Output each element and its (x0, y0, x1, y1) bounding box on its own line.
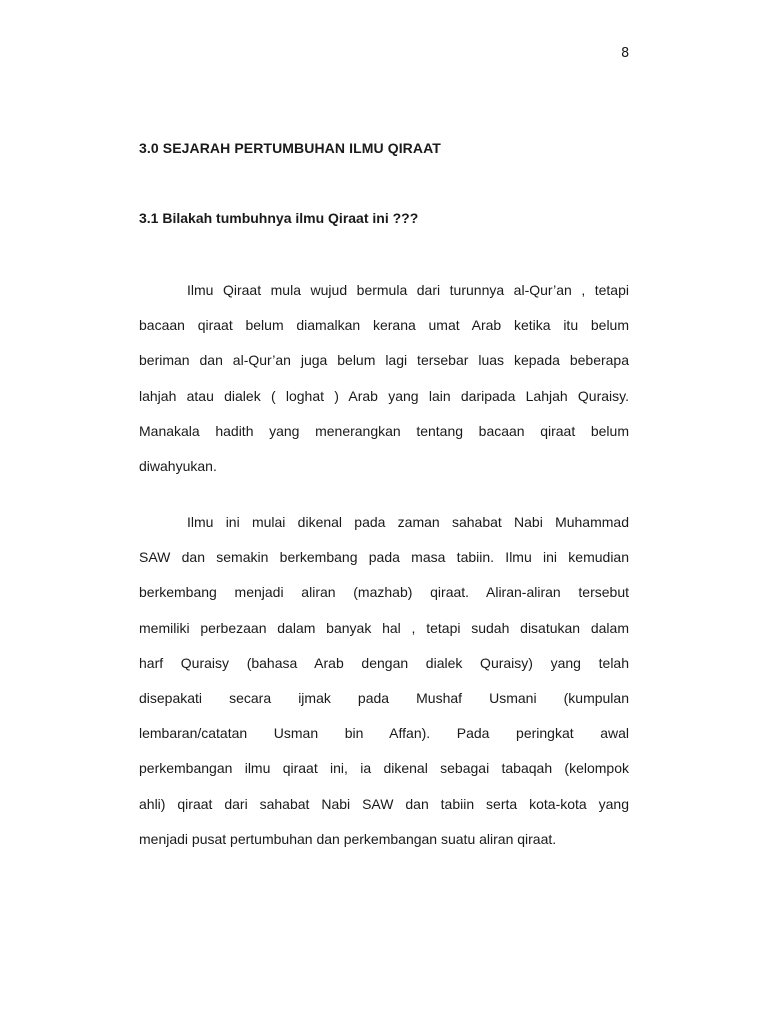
paragraph-line: ahli) qiraat dari sahabat Nabi SAW dan tabiin serta kota-kota yang (139, 795, 629, 812)
paragraph-line: lahjah atau dialek ( loghat ) Arab yang lain daripada Lahjah Quraisy. (139, 387, 629, 404)
paragraph-line: perkembangan ilmu qiraat ini, ia dikenal sebagai tabaqah (kelompok (139, 760, 629, 777)
paragraph-2 (139, 505, 629, 857)
paragraph-line: diwahyukan. (139, 458, 217, 475)
paragraph-line: disepakati secara ijmak pada Mushaf Usmani (kumpulan (139, 690, 629, 707)
section-subheading: 3.1 Bilakah tumbuhnya ilmu Qiraat ini ??? (139, 210, 419, 226)
paragraph-line: memiliki perbezaan dalam banyak hal , tetapi sudah disatukan dalam (139, 619, 629, 636)
paragraph-line: bacaan qiraat belum diamalkan kerana umat Arab ketika itu belum (139, 317, 629, 334)
paragraph-line: beriman dan al-Qur’an juga belum lagi tersebar luas kepada beberapa (139, 352, 629, 369)
paragraph-line: harf Quraisy (bahasa Arab dengan dialek Quraisy) yang telah (139, 654, 629, 671)
paragraph-line: Manakala hadith yang menerangkan tentang bacaan qiraat belum (139, 422, 629, 439)
paragraph-line: Ilmu Qiraat mula wujud bermula dari turunnya al-Qur’an , tetapi (187, 282, 629, 298)
paragraph-line: berkembang menjadi aliran (mazhab) qiraat. Aliran-aliran tersebut (139, 584, 629, 601)
paragraph-line: Ilmu ini mulai dikenal pada zaman sahabat Nabi Muhammad (187, 514, 629, 530)
paragraph-1 (139, 273, 629, 484)
page-number: 8 (621, 46, 630, 61)
section-heading: 3.0 SEJARAH PERTUMBUHAN ILMU QIRAAT (139, 140, 441, 156)
paragraph-line: SAW dan semakin berkembang pada masa tabiin. Ilmu ini kemudian (139, 549, 629, 566)
paragraph-line: lembaran/catatan Usman bin Affan). Pada peringkat awal (139, 725, 629, 742)
paragraph-line: menjadi pusat pertumbuhan dan perkembangan suatu aliran qiraat. (139, 830, 557, 847)
